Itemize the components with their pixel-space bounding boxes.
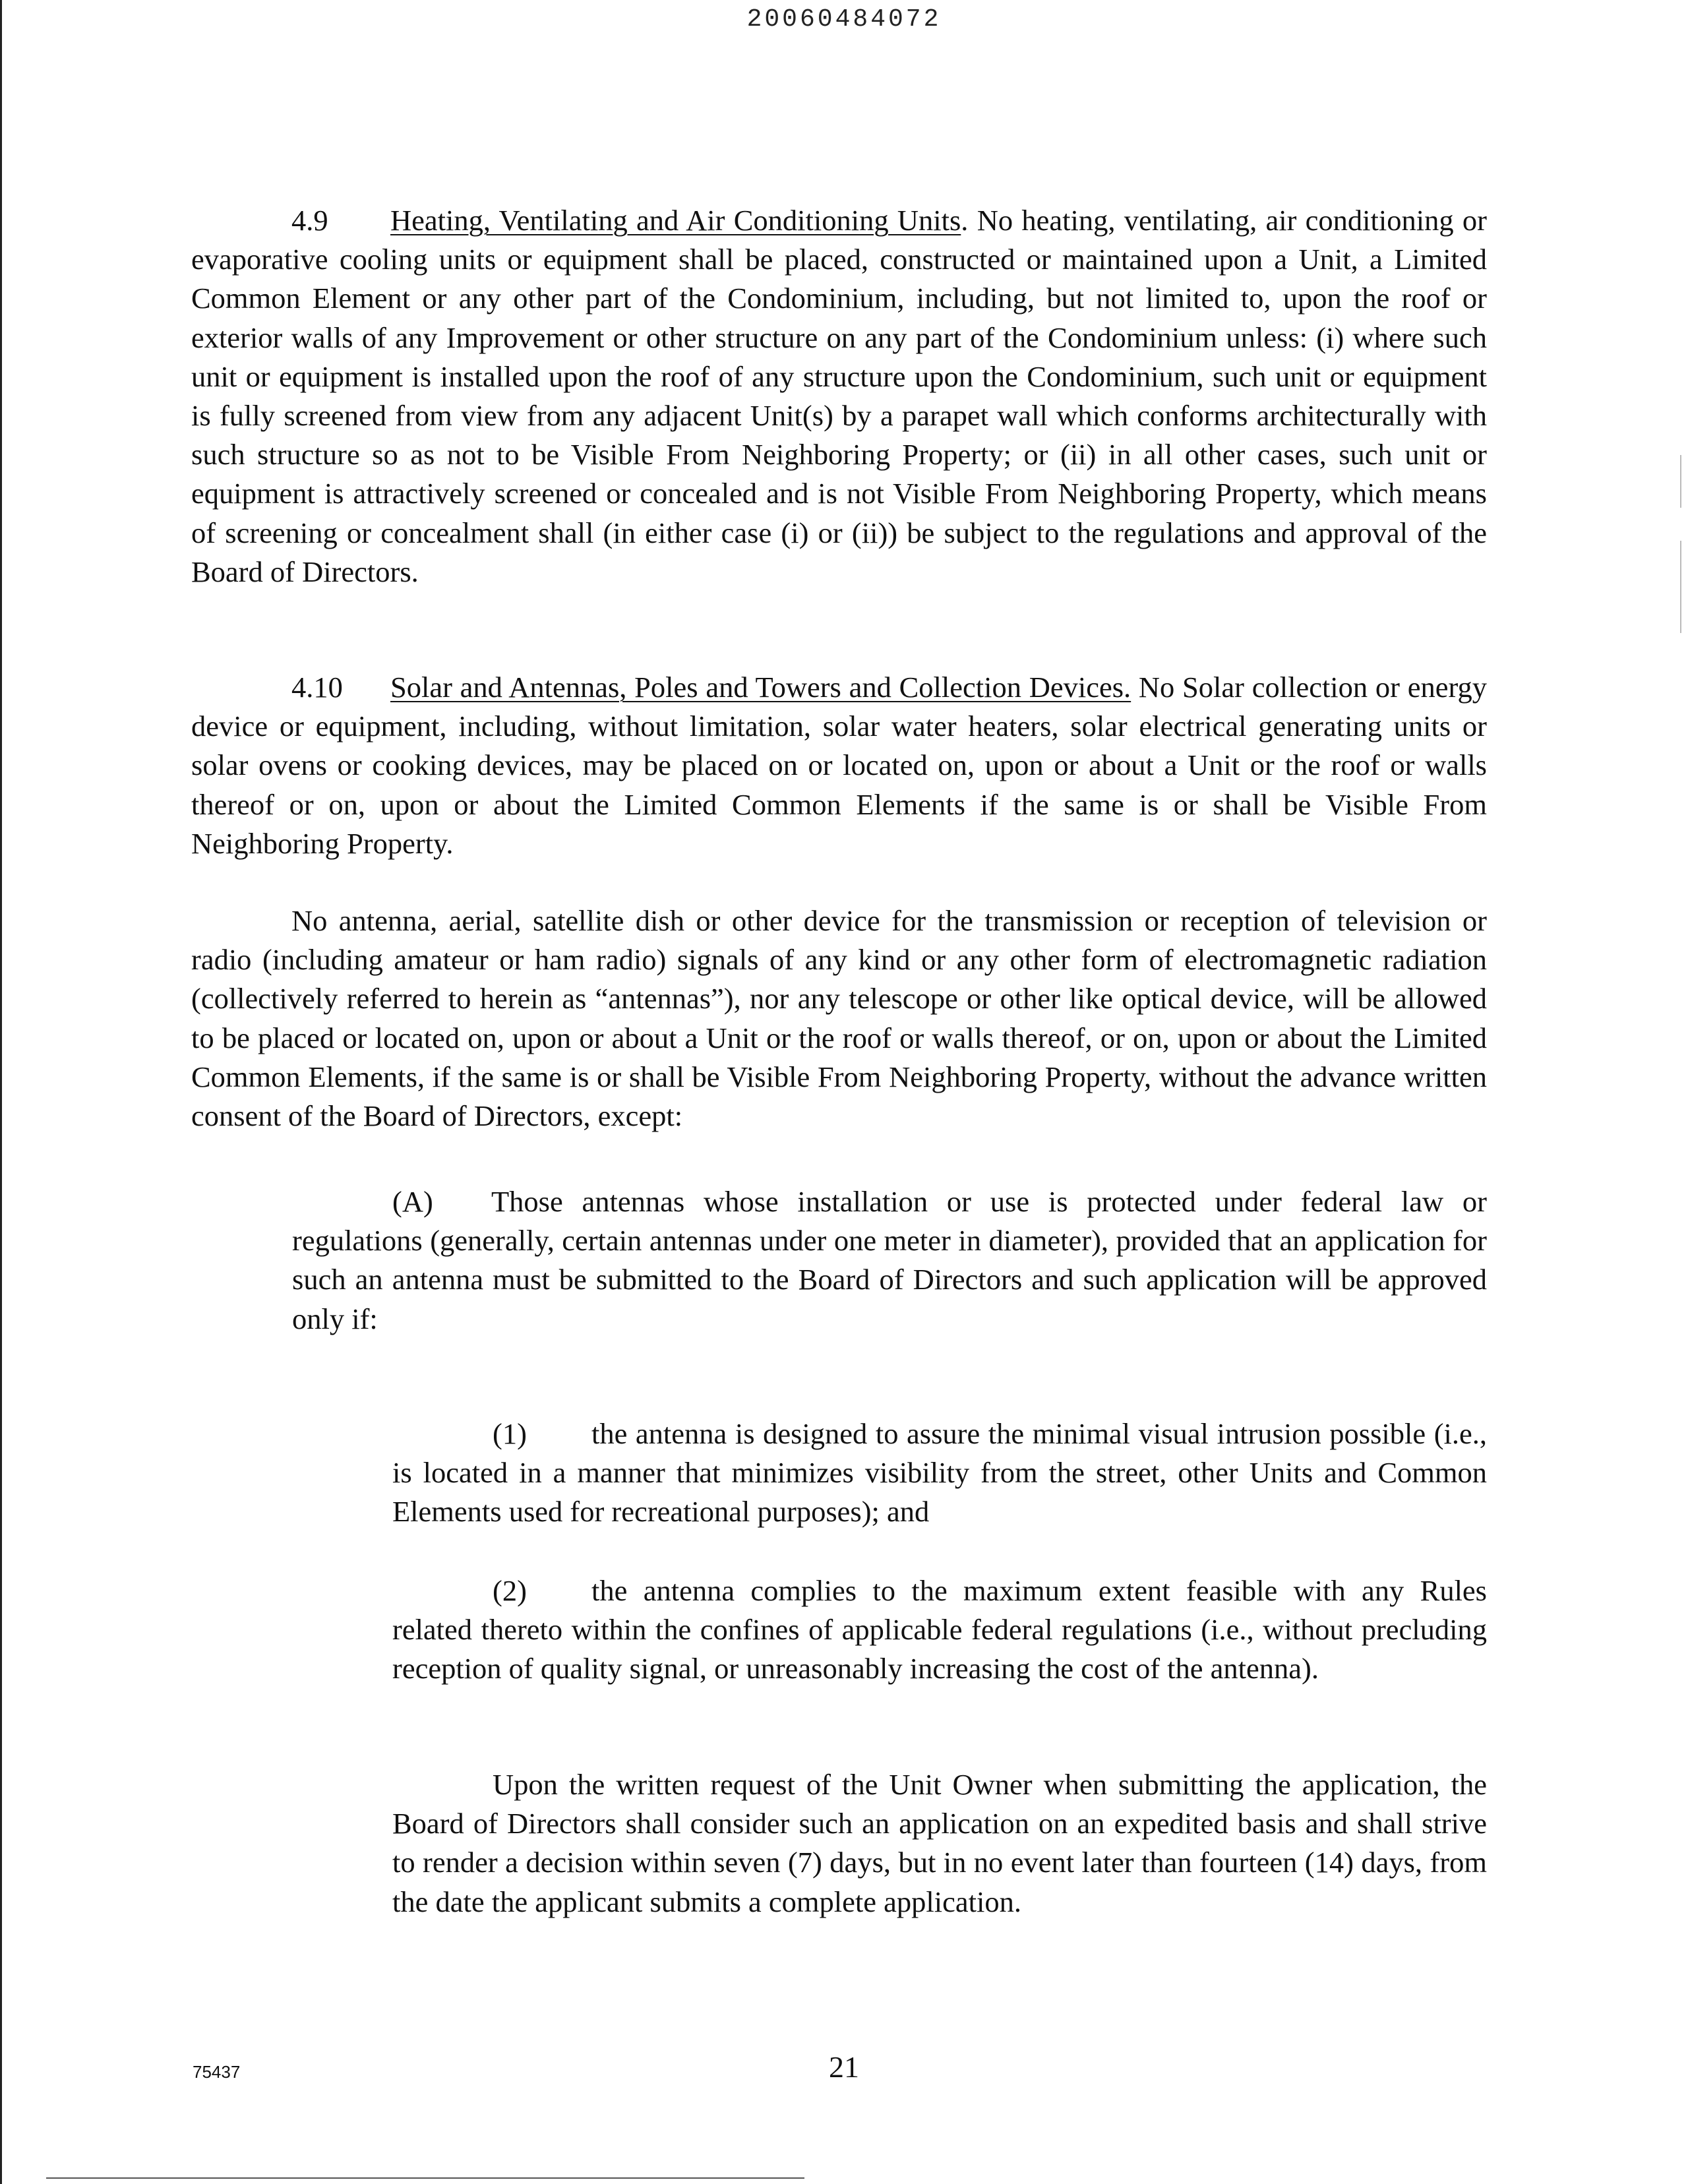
- scan-artifact: [1680, 455, 1681, 508]
- bottom-rule: [46, 2177, 804, 2179]
- item-a-text: Those antennas whose installation or use is protected under federal law or regulations (generally, certain antennas under one meter in diameter), provided that an application for such an antenna must be submitted to the Board of Directors and such application will be approved only if:: [292, 1185, 1487, 1335]
- antenna-paragraph-text: No antenna, aerial, satellite dish or other device for the transmission or reception of television or radio (including amateur or ham radio) signals of any kind or any other form of electromagnetic radiation (collectively referred to herein as “antennas”), nor any telescope or other like optical device, will be allowed to be placed or located on, upon or about a Unit or the roof or walls thereof, or on, upon or about the Limited Common Elements, if the same is or shall be Visible From Neighboring Property, without the advance written consent of the Board of Directors, except:: [191, 904, 1487, 1133]
- section-4-9: [191, 201, 1487, 592]
- document-number: 20060484072: [746, 5, 942, 34]
- scan-left-edge: [0, 0, 2, 2184]
- item-2-label: (2): [493, 1574, 527, 1607]
- section-heading-4-9: Heating, Ventilating and Air Conditioning Units: [390, 204, 961, 237]
- item-a: [292, 1182, 1487, 1339]
- item-1: [392, 1414, 1487, 1532]
- item-1-text: the antenna is designed to assure the minimal visual intrusion possible (i.e., is located in a manner that minimizes visibility from the street, other Units and Common Elements used for recreational purposes); and: [392, 1417, 1487, 1529]
- section-number-4-10: 4.10: [291, 671, 343, 704]
- request-paragraph: [392, 1765, 1487, 1922]
- section-body-4-9: . No heating, ventilating, air conditioning or evaporative cooling units or equipment shall be placed, constructed or maintained upon a Unit, a Limited Common Element or any other part of the Condominium, including, but not limited to, upon the roof or exterior walls of any Improvement or other structure on any part of the Condominium unless: (i) where such unit or equipment is installed upon the roof of any structure upon the Condominium, such unit or equipment is fully screened from view from any adjacent Unit(s) by a parapet wall which conforms architecturally with such structure so as not to be Visible From Neighboring Property; or (ii) in all other cases, such unit or equipment is attractively screened or concealed and is not Visible From Neighboring Property, which means of screening or concealment shall (in either case (i) or (ii)) be subject to the regulations and approval of the Board of Directors.: [191, 204, 1487, 588]
- page-number: 21: [829, 2050, 859, 2084]
- footer-code: 75437: [193, 2062, 241, 2082]
- item-1-label: (1): [493, 1417, 527, 1450]
- section-heading-4-10: Solar and Antennas, Poles and Towers and Collection Devices.: [390, 671, 1131, 704]
- section-number-4-9: 4.9: [291, 204, 328, 237]
- item-a-label: (A): [392, 1185, 433, 1218]
- item-2: [392, 1571, 1487, 1689]
- section-4-10: [191, 668, 1487, 863]
- item-2-text: the antenna complies to the maximum extent feasible with any Rules related thereto within the confines of applicable federal regulations (i.e., without precluding reception of quality signal, or unreasonably increasing the cost of the antenna).: [392, 1574, 1487, 1685]
- request-paragraph-text: Upon the written request of the Unit Owner when submitting the application, the Board of Directors shall consider such an application on an expedited basis and shall strive to render a decision within seven (7) days, but in no event later than fourteen (14) days, from the date the applicant submits a complete application.: [392, 1768, 1487, 1918]
- scan-artifact: [1680, 541, 1681, 633]
- section-body-4-10: No Solar collection or energy device or equipment, including, without limitation, solar water heaters, solar electrical generating units or solar ovens or cooking devices, may be placed on or located on, upon or about a Unit or the roof or walls thereof or on, upon or about the Limited Common Elements if the same is or shall be Visible From Neighboring Property.: [191, 671, 1487, 860]
- antenna-paragraph: [191, 901, 1487, 1136]
